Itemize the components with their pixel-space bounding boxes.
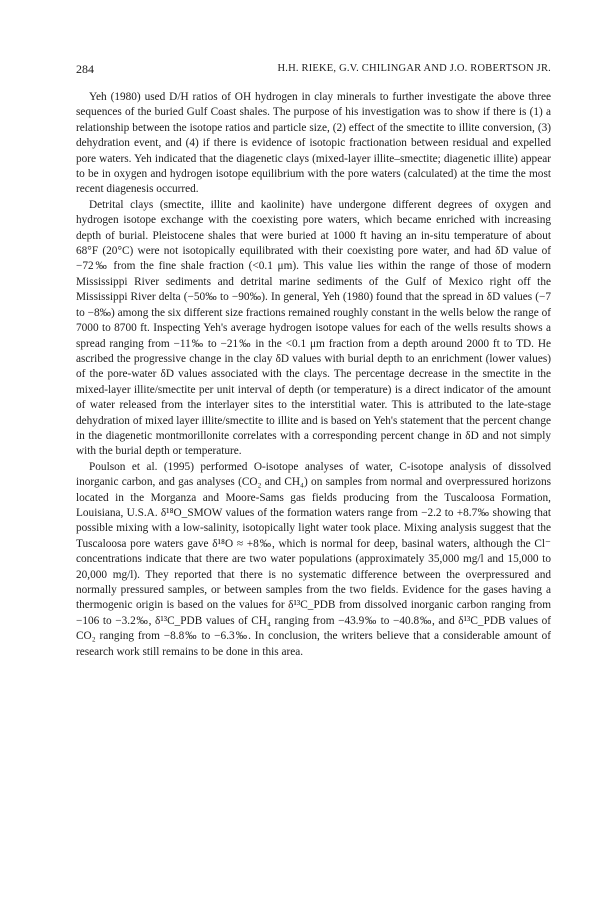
page-header: [76, 61, 551, 77]
paragraph-yeh-intro: Yeh (1980) used D/H ratios of OH hydrogen in clay minerals to further investigate the above three sequences of the buried Gulf Coast shales. The purpose of his investigation was to show if there is (1) a relationship between the isotope ratios and particle size, (2) effect of the smectite to illite conversion, (3) dehydration event, and (4) if there is evidence of isotopic fractionation between residual and expelled pore waters. Yeh indicated that the diagenetic clays (mixed-layer illite–smectite; diagenetic illite) appear to be in oxygen and hydrogen isotope equilibrium with the pore waters (calculated) at the time the most recent diagenesis occurred.: [76, 91, 551, 196]
body-text: [76, 90, 551, 660]
running-head: H.H. RIEKE, G.V. CHILINGAR AND J.O. ROBERTSON JR.: [277, 63, 551, 74]
paragraph-detrital-clays: Detrital clays (smectite, illite and kaolinite) have undergone different degrees of oxygen and hydrogen isotope exchange with the coexisting pore waters, which became enriched with increasing depth of burial. Pleistocene shales that were buried at 1000 ft having an in-situ temperature of about 68°F (20°C) were not isotopically equilibrated with their coexisting pore water, and had δD value of −72‰ from the fine shale fraction (<0.1 μm). This value lies within the range of those of modern Mississippi River sediments and detrital marine sediments of the Gulf of Mexico right off the Mississippi River delta (−50‰ to −90‰). In general, Yeh (1980) found that the spread in δD values (−7 to −8‰) among the six different size fractions remained roughly constant in the wells below the range of 7000 to 8700 ft. Inspecting Yeh's average hydrogen isotope values for each of the wells results shows a spread ranging from −11‰ to −21‰ in the <0.1 μm fraction from a depth around 2000 ft to TD. He ascribed the progressive change in the clay δD values with burial depth to an enrichment (lower values) of the pore-water δD values associated with the clays. The percentage decrease in the smectite in the mixed-layer illite/smectite per unit interval of depth (or temperature) is a direct indicator of the amount of water released from the interlayer sites to the interstitial water. This is attributed to the late-stage dehydration of mixed layer illite/smectite to illite and is based on Yeh's statement that the percent change in the diagenetic montmorillonite correlates with a corresponding percent change in δD and not simply with the burial depth or temperature.: [76, 198, 551, 458]
page-number: 284: [76, 62, 94, 76]
paragraph-poulson: Poulson et al. (1995) performed O-isotope analyses of water, C-isotope analysis of dissolved inorganic carbon, and gas analyses (CO₂ and CH₄) on samples from normal and overpressured horizons located in the Morganza and Moore-Sams gas fields producing from the Tuscaloosa Formation, Louisiana, U.S.A. δ¹⁸O_SMOW values of the formation waters range from −2.2 to +8.7‰ showing that possible mixing with a low-salinity, isotopically light water took place. Mixing analysis suggest that the Tuscaloosa pore waters gave δ¹⁸O ≈ +8‰, which is normal for deep, basinal waters, although the Cl⁻ concentrations indicate that there are two water populations (approximately 35,000 mg/l and 15,000 to 20,000 mg/l). They reported that there is no systematic difference between the overpressured and normally pressured samples, or between samples from the two fields. Evidence for the gases having a thermogenic origin is based on the values for δ¹³C_PDB from dissolved inorganic carbon ranging from −106 to −3.2‰, δ¹³C_PDB values of CH₄ ranging from −43.9‰ to −40.8‰, and δ¹³C_PDB values of CO₂ ranging from −8.8‰ to −6.3‰. In conclusion, the writers believe that a considerable amount of research work still remains to be done in this area.: [76, 460, 551, 658]
